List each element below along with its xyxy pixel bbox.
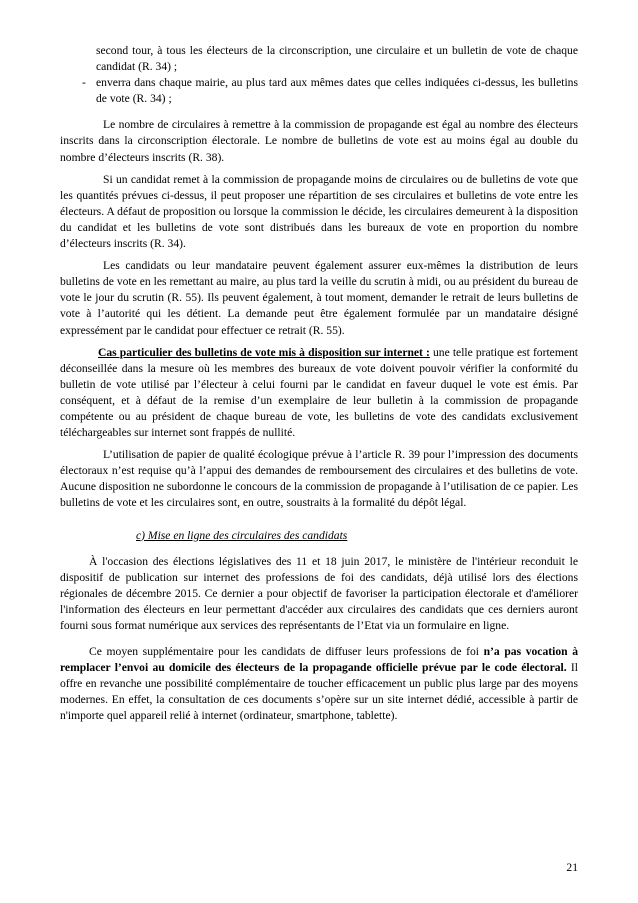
paragraph-ecological-paper: L’utilisation de papier de qualité écologique prévue à l’article R. 39 pour l’impression des documents électoraux n’est requise qu’à l’appui des demandes de remboursement des circulaires et des bulletins de vote. Aucune disposition ne subordonne le concours de la commission de propagande à l’utilisation de ce papier. Les bulletins de vote et les circulaires sont, en outre, soustraits à la formalité du dépôt légal. <box>60 448 578 510</box>
list-item <box>60 43 578 75</box>
paragraph-repartition: Si un candidat remet à la commission de propagande moins de circulaires ou de bulletins de vote que les quantités prévues ci-dessus, il peut proposer une répartition de ses circulaires et bulletins de vote entre les électeurs. A défaut de proposition ou lorsque la commission le décide, les circulaires demeurent à la disposition du candidat et les bulletins de vote sont distribués dans les bureaux de vote en proportion du nombre d’électeurs inscrits (R. 34). <box>60 172 578 251</box>
section-heading-label: c) Mise en ligne des circulaires des candidats <box>136 528 348 542</box>
paragraph-complementary-means-a: Ce moyen supplémentaire pour les candidats de diffuser leurs professions de foi <box>89 645 484 659</box>
paragraph-distribution: Les candidats ou leur mandataire peuvent également assurer eux-mêmes la distribution de leurs bulletins de vote en les remettant au maire, au plus tard la veille du scrutin à midi, ou au président du bureau de vote le jour du scrutin (R. 55). Ils peuvent également, à tout moment, demander le retrait de leurs bulletins de vote à l’autorité qui les détient. La demande peut être également formulée par un mandataire désigné expressément par le candidat pour effectuer ce retrait (R. 55). <box>60 259 578 337</box>
section-heading <box>60 528 578 544</box>
list-item-text: second tour, à tous les électeurs de la circonscription, une circulaire et un bulletin de vote de chaque candidat (R. 34) ; <box>96 44 578 74</box>
paragraph-online-publication: À l'occasion des élections législatives des 11 et 18 juin 2017, le ministère de l'intérieur reconduit le dispositif de publication sur internet des professions de foi des candidats, déjà utilisé lors des élections régionales de décembre 2015. Ce dernier a pour objectif de favoriser la participation électorale et d'améliorer l'information des électeurs en leur permettant d'accéder aux circulaires des candidats que ces derniers auront fourni sous format numérique aux services des représentants de l’Etat via un formulaire en ligne. <box>60 554 578 632</box>
list-item-text: enverra dans chaque mairie, au plus tard aux mêmes dates que celles indiquées ci-dessus, les bulletins de vote (R. 34) ; <box>96 76 578 106</box>
paragraph-internet-ballots-title: Cas particulier des bulletins de vote mis à disposition sur internet : <box>98 345 430 359</box>
paragraph-complementary-means-b: Il offre en revanche une possibilité complémentaire de toucher efficacement un public plus large par des moyens modernes. En effet, la consultation de ces documents s’opère sur un site internet dédié, accessible à partir de n'importe quel appareil relié à internet (ordinateur, smartphone, tablette). <box>60 661 578 723</box>
paragraph-complementary-means-bold: n’a pas vocation à remplacer l’envoi au domicile des électeurs de la propagande officielle prévue par le code électoral. <box>60 645 578 675</box>
paragraph-internet-ballots-body: une telle pratique est fortement déconseillée dans la mesure où les membres des bureaux de vote doivent pouvoir vérifier la conformité du bulletin de vote utilisé par l’électeur à celui fourni par le candidat en faveur duquel le vote est émis. Par conséquent, et à défaut de la remise d’un exemplaire de leur bulletin à la commission de propagande compétente ou au président de chaque bureau de vote, les bulletins de vote des candidats exclusivement téléchargeables sur internet sont frappés de nullité. <box>60 345 579 440</box>
list-item <box>60 75 578 107</box>
bullet-list <box>60 43 578 107</box>
paragraph-internet-ballots <box>60 345 578 442</box>
page-content <box>60 43 578 725</box>
paragraph-circulaires-count: Le nombre de circulaires à remettre à la commission de propagande est égal au nombre des électeurs inscrits dans la circonscription électorale. Le nombre de bulletins de vote est au moins égal au double du nombre d’électeurs inscrits (R. 38). <box>60 118 578 164</box>
page-number: 21 <box>566 861 578 874</box>
list-dash: - <box>82 76 86 90</box>
paragraph-complementary-means <box>60 644 578 724</box>
